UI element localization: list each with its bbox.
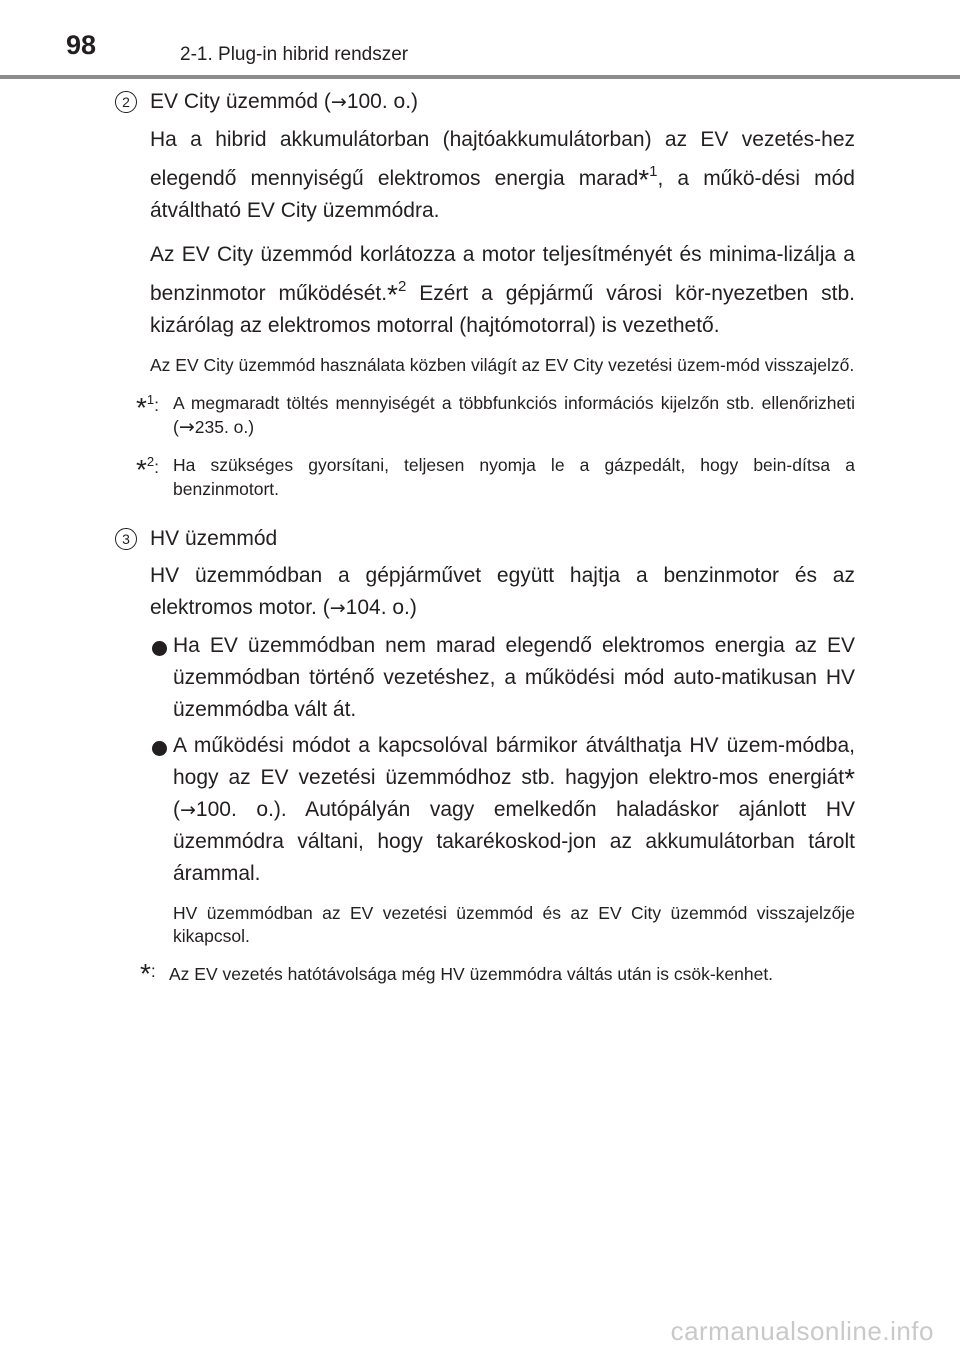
bullet-icon bbox=[152, 641, 167, 656]
footnote-2 bbox=[136, 453, 855, 501]
paragraph-page-ref: 104. o.) bbox=[345, 596, 417, 619]
footnote-number: 2 bbox=[146, 454, 155, 469]
paragraph-text: Az EV City üzemmód korlátozza a motor teljesítményét és minima-lizálja a benzinmotor működését. bbox=[150, 243, 855, 305]
page-header bbox=[0, 0, 960, 90]
bullet-text: A működési módot a kapcsolóval bármikor átválthatja HV üzem-módba, hogy az EV vezetési üzemmódhoz stb. hagyjon elektro-mos energiát bbox=[173, 734, 855, 789]
arrow-icon: → bbox=[329, 597, 346, 619]
footnote-page-ref: 235. o.) bbox=[194, 417, 255, 437]
paragraph-text: , a műkö-dési mód átváltható EV City üzemmódra. bbox=[150, 167, 855, 222]
footnote-marker bbox=[136, 388, 160, 423]
bullet-text: Ha EV üzemmódban nem marad elegendő elektromos energia az EV üzemmódban történő vezetéshez, a működési mód auto-matikusan HV üzemmódba vált át. bbox=[173, 634, 855, 721]
page-number: 98 bbox=[66, 30, 97, 60]
note-hv-indicator: HV üzemmódban az EV vezetési üzemmód és az EV City üzemmód visszajelzője kikapcsol. bbox=[173, 903, 855, 946]
footnote-marker bbox=[136, 450, 160, 485]
paragraph-hv-1 bbox=[150, 560, 855, 624]
note-ev-city-indicator: Az EV City üzemmód használata közben világít az EV City vezetési üzem-mód visszajelző. bbox=[150, 355, 855, 375]
bullet-item bbox=[150, 630, 855, 726]
footnote-ref: 1 bbox=[649, 163, 658, 180]
asterisk-mark: * bbox=[136, 454, 147, 485]
item-heading-ev-city bbox=[122, 86, 855, 118]
footnote-text: Az EV vezetés hatótávolsága még HV üzemmódra váltás után is csök-kenhet. bbox=[169, 964, 774, 984]
item-heading-hv bbox=[122, 523, 855, 554]
asterisk-mark: * bbox=[136, 392, 147, 423]
footnote-colon: : bbox=[154, 395, 160, 415]
footnote-colon: : bbox=[150, 961, 156, 981]
paragraph-text: Ezért a gépjármű városi kör-nyezetben stb. kizárólag az elektromos motorral (hajtómotorral) is vezethető. bbox=[150, 282, 855, 337]
bullet-text: ( bbox=[173, 798, 180, 821]
header-divider bbox=[0, 75, 960, 79]
footnote-hv bbox=[140, 958, 855, 989]
paragraph-ev-city-1 bbox=[150, 124, 855, 227]
footnote-ref: 2 bbox=[397, 278, 407, 295]
circled-number-marker: 2 bbox=[115, 91, 137, 113]
asterisk-mark: * bbox=[387, 279, 398, 310]
bullet-icon bbox=[152, 741, 167, 756]
footnote-text: Ha szükséges gyorsítani, teljesen nyomja le a gázpedált, hogy bein-dítsa a benzinmotort. bbox=[173, 455, 855, 499]
bullet-text: 100. o.). Autópályán vagy emelkedőn haladáskor ajánlott HV üzemmódra váltani, hogy takarékoskod-jon az akkumulátorban tárolt árammal. bbox=[173, 798, 855, 885]
heading-page-ref: 100. o.) bbox=[346, 90, 419, 113]
footnote-1 bbox=[136, 391, 855, 439]
paragraph-text: HV üzemmódban a gépjárművet együtt hajtja a benzinmotor és az elektromos motor. ( bbox=[150, 564, 855, 619]
watermark: carmanualsonline.info bbox=[670, 1316, 934, 1346]
bullet-item bbox=[150, 730, 855, 890]
heading-text: HV üzemmód bbox=[150, 527, 278, 550]
page-content bbox=[122, 86, 855, 1000]
paragraph-ev-city-2 bbox=[150, 239, 855, 342]
asterisk-mark: * bbox=[844, 763, 855, 794]
heading-text: EV City üzemmód ( bbox=[150, 90, 331, 113]
footnote-number: 1 bbox=[146, 392, 155, 407]
arrow-icon: → bbox=[330, 91, 347, 113]
paragraph-text: Ha a hibrid akkumulátorban (hajtóakkumulátorban) az EV vezetés-hez elegendő mennyiségű elektromos energia marad bbox=[150, 128, 855, 190]
asterisk-mark: * bbox=[140, 958, 151, 989]
circled-number-marker: 3 bbox=[115, 528, 137, 550]
footnote-marker bbox=[140, 958, 156, 989]
arrow-icon: → bbox=[180, 799, 196, 821]
footnote-text: A megmaradt töltés mennyiségét a többfunkciós információs kijelzőn stb. ellenőrizheti ( bbox=[173, 393, 855, 437]
section-title: 2-1. Plug-in hibrid rendszer bbox=[180, 44, 409, 65]
asterisk-mark: * bbox=[638, 164, 650, 195]
arrow-icon: → bbox=[178, 416, 195, 438]
footnote-colon: : bbox=[154, 457, 160, 477]
